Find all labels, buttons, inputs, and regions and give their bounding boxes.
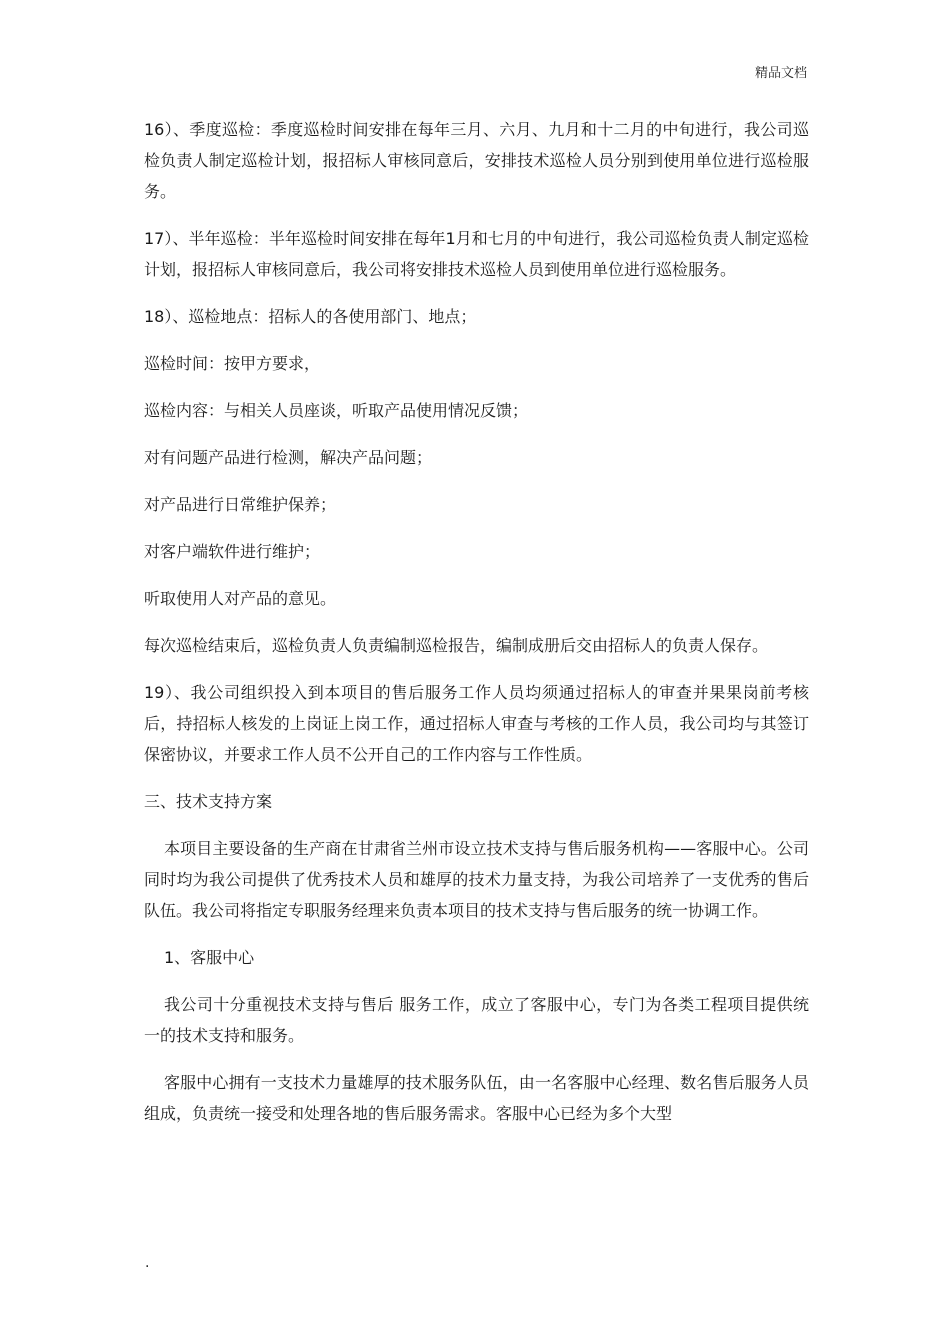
- document-body: [144, 114, 809, 1145]
- header-label: 精品文档: [754, 66, 807, 81]
- paragraph-inspection-time: 巡检时间：按甲方要求，: [144, 354, 321, 373]
- paragraph-staff-review: 19）、我公司组织投入到本项目的售后服务工作人员均须通过招标人的审查并果果岗前考核后，持招标人核发的上岗证上岗工作，通过招标人审查与考核的工作人员，我公司均与其签订保密协议，并要求工作人员不公开自己的工作内容与工作性质。: [144, 683, 809, 764]
- paragraph-service-center-team: 客服中心拥有一支技术力量雄厚的技术服务队伍，由一名客服中心经理、数名售后服务人员组成，负责统一接受和处理各地的售后服务需求。客服中心已经为多个大型: [144, 1073, 809, 1123]
- paragraph-inspection-content: 巡检内容：与相关人员座谈，听取产品使用情况反馈；: [144, 401, 529, 420]
- paragraph-tech-support-intro: 本项目主要设备的生产商在甘肃省兰州市设立技术支持与售后服务机构——客服中心。公司同时均为我公司提供了优秀技术人员和雄厚的技术力量支持，为我公司培养了一支优秀的售后队伍。我公司将指定专职服务经理来负责本项目的技术支持与售后服务的统一协调工作。: [144, 839, 809, 920]
- paragraph-service-center-intro: 我公司十分重视技术支持与售后 服务工作，成立了客服中心，专门为各类工程项目提供统一的技术支持和服务。: [144, 995, 809, 1045]
- footer-mark: .: [145, 1255, 150, 1271]
- paragraph-software-maintenance: 对客户端软件进行维护；: [144, 542, 321, 561]
- paragraph-semiannual-inspection: 17）、半年巡检：半年巡检时间安排在每年1月和七月的中旬进行，我公司巡检负责人制定巡检计划，报招标人审核同意后，我公司将安排技术巡检人员到使用单位进行巡检服务。: [144, 229, 809, 279]
- subsection-heading-service-center: 1、客服中心: [164, 948, 255, 967]
- paragraph-maintenance: 对产品进行日常维护保养；: [144, 495, 337, 514]
- paragraph-inspection-report: 每次巡检结束后，巡检负责人负责编制巡检报告，编制成册后交由招标人的负责人保存。: [144, 636, 769, 655]
- paragraph-product-testing: 对有问题产品进行检测，解决产品问题；: [144, 448, 433, 467]
- section-heading-tech-support: 三、技术支持方案: [144, 792, 273, 811]
- paragraph-quarterly-inspection: 16）、季度巡检：季度巡检时间安排在每年三月、六月、九月和十二月的中旬进行，我公司巡检负责人制定巡检计划，报招标人审核同意后，安排技术巡检人员分别到使用单位进行巡检服务。: [144, 120, 809, 201]
- paragraph-user-feedback: 听取使用人对产品的意见。: [144, 589, 337, 608]
- paragraph-inspection-location: 18）、巡检地点：招标人的各使用部门、地点；: [144, 307, 477, 326]
